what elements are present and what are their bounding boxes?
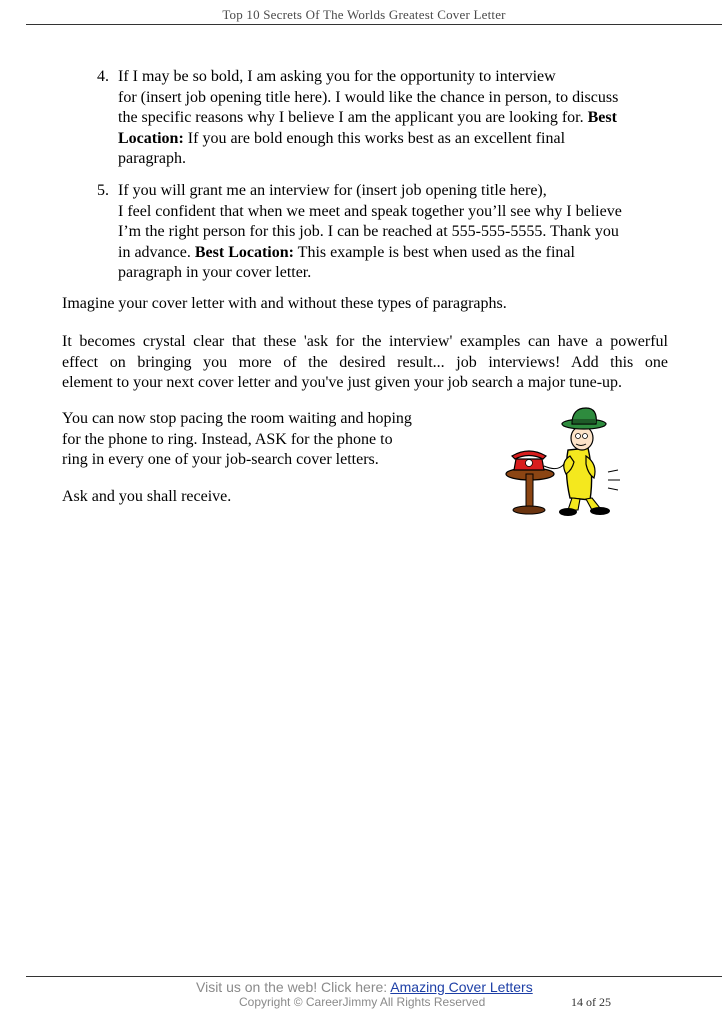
text-line: in advance. Best Location: This example is best when used as the final (118, 243, 575, 261)
header-divider (26, 24, 722, 25)
list-number: 5. (97, 182, 109, 199)
footer-divider (26, 976, 722, 977)
text-line: I feel confident that when we meet and speak together you’ll see why I believe (118, 202, 622, 220)
text-line: You can now stop pacing the room waiting and hoping (62, 410, 412, 427)
text-line: element to your next cover letter and you've just given your job search a major tune-up. (62, 374, 623, 392)
man-waiting-by-telephone-cartoon-icon (498, 402, 630, 518)
list-item-body (118, 181, 658, 284)
footer-visit-line (196, 979, 533, 995)
text-line: effect on bringing you more of the desired result... job interviews! Add this one (62, 353, 668, 371)
text-line: paragraph. (118, 150, 186, 168)
page-number: 14 of 25 (571, 995, 611, 1009)
text-line: If you will grant me an interview for (insert job opening title here), (118, 182, 547, 199)
paragraph-ask-receive (62, 487, 231, 508)
text-line: the specific reasons why I believe I am the applicant you are looking for. Best (118, 109, 617, 127)
text-line: It becomes crystal clear that these 'ask for the interview' examples can have a powerful (62, 333, 668, 350)
paragraph-crystal-clear (62, 332, 668, 394)
text-line: for (insert job opening title here). I would like the chance in person, to discuss (118, 88, 619, 106)
text-line: Location: If you are bold enough this works best as an excellent final (118, 129, 566, 147)
text-line: paragraph in your cover letter. (118, 264, 312, 282)
footer-visit-text: Visit us on the web! Click here: (196, 979, 391, 995)
document-header-title: Top 10 Secrets Of The Worlds Greatest Cover Letter (222, 7, 506, 22)
list-item-body (118, 67, 658, 170)
list-number: 4. (97, 68, 109, 85)
text-line: Imagine your cover letter with and without these types of paragraphs. (62, 295, 507, 312)
paragraph-stop-pacing (62, 409, 412, 471)
text-line: ring in every one of your job-search cover letters. (62, 451, 379, 469)
text-line: I’m the right person for this job. I can be reached at 555-555-5555. Thank you (118, 223, 619, 241)
text-line: If I may be so bold, I am asking you for the opportunity to interview (118, 68, 556, 85)
bold-label: Best Location: (194, 243, 294, 261)
footer-copyright: Copyright © CareerJimmy All Rights Reserved (239, 995, 486, 1009)
text-line: for the phone to ring. Instead, ASK for the phone to (62, 430, 393, 448)
bold-label: Best (587, 109, 617, 127)
text-line: Ask and you shall receive. (62, 488, 232, 505)
paragraph-imagine (62, 294, 507, 315)
bold-label: Location: (118, 129, 184, 147)
amazing-cover-letters-link[interactable]: Amazing Cover Letters (390, 979, 533, 995)
